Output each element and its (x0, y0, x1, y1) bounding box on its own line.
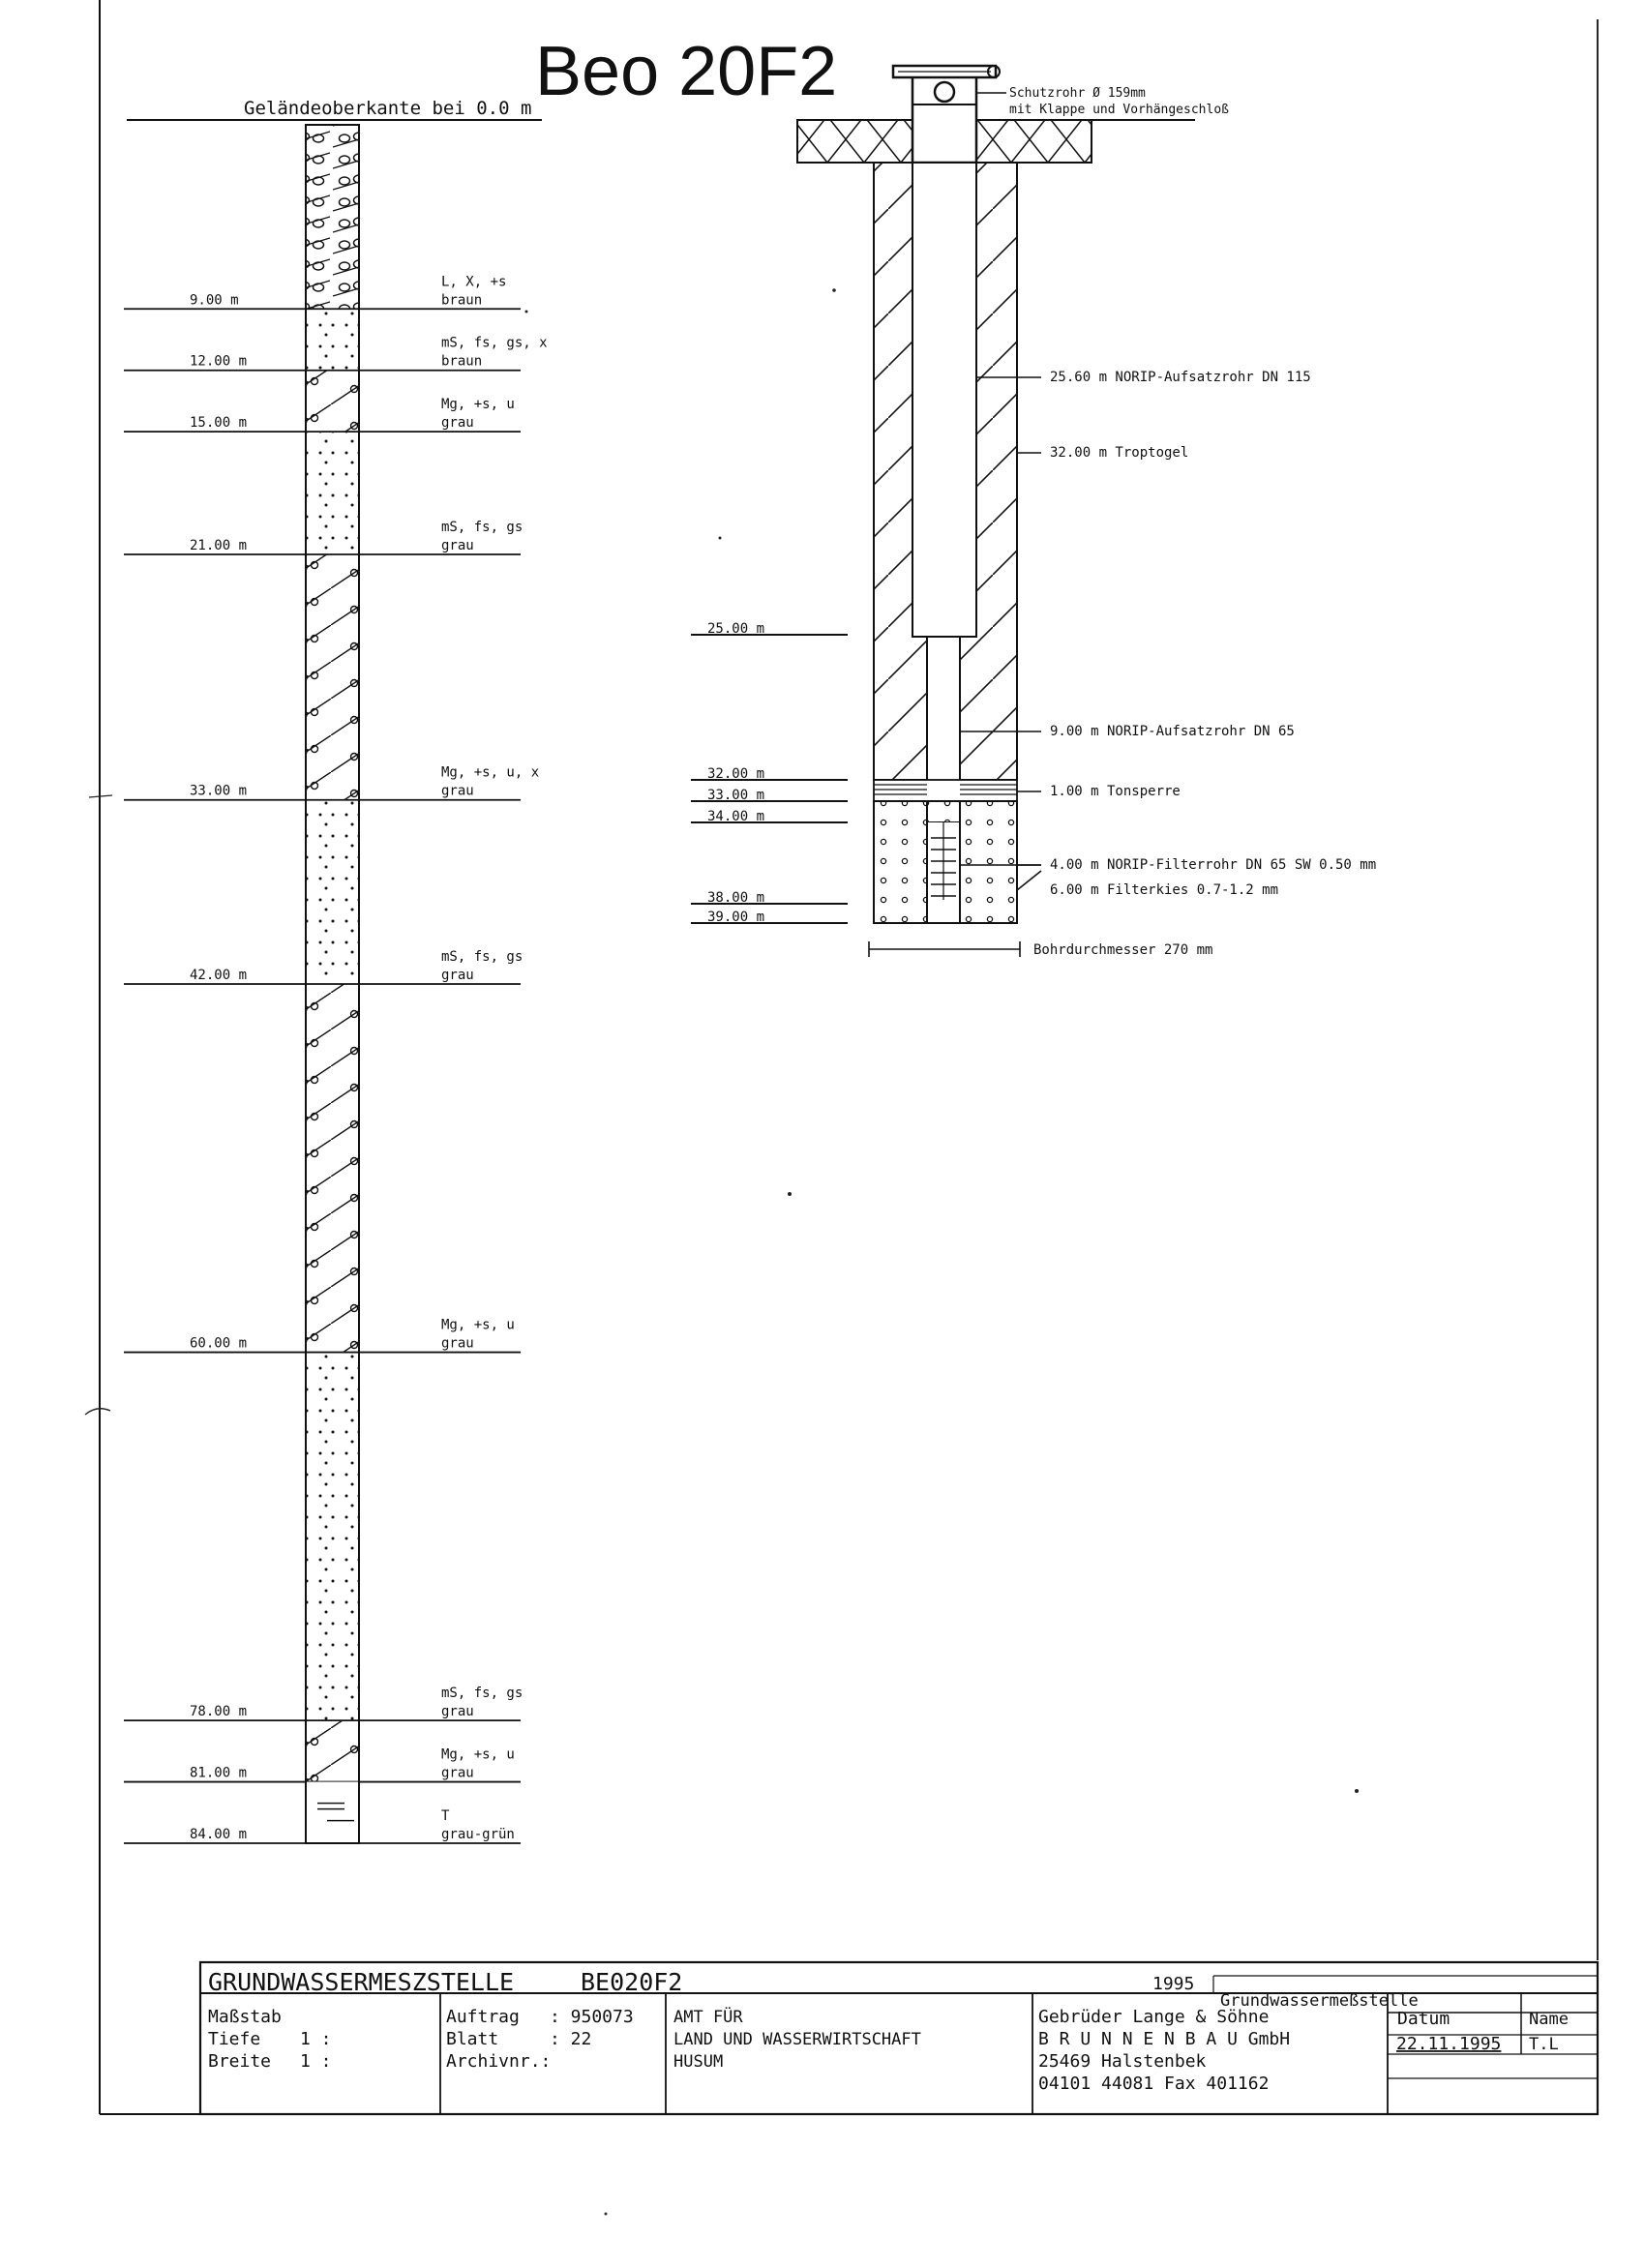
component-label: 32.00 m Troptogel (1050, 445, 1189, 461)
layer-color: braun (441, 292, 483, 309)
layer-till (306, 984, 359, 1353)
title-block-code: BE020F2 (581, 1968, 683, 1996)
layer-description: mS, fs, gs (441, 949, 523, 965)
order-label: Auftrag (446, 2007, 520, 2027)
layer-color: grau (441, 538, 474, 553)
title-block-type: Grundwassermeßstelle (1220, 1991, 1419, 2011)
layer-color: grau (441, 968, 474, 983)
layer-sand (306, 432, 359, 554)
sheet-value: : 22 (550, 2029, 592, 2049)
company-line-4: 04101 44081 Fax 401162 (1038, 2074, 1270, 2094)
well-depth-label: 39.00 m (707, 910, 765, 925)
well-depth-label: 33.00 m (707, 788, 765, 803)
layer-description: Mg, +s, u (441, 397, 515, 413)
component-label: 6.00 m Filterkies 0.7-1.2 mm (1050, 882, 1279, 898)
layer-gravel (306, 125, 359, 309)
company-line-2: B R U N N E N B A U GmbH (1038, 2029, 1291, 2049)
title-block-heading: GRUNDWASSERMESZSTELLE (208, 1968, 515, 1996)
layer-depth-label: 9.00 m (190, 292, 239, 309)
layer-description: Mg, +s, u (441, 1746, 515, 1763)
title-block-year: 1995 (1152, 1974, 1195, 1994)
layer-sand (306, 1353, 359, 1721)
ground-level-label: Geländeoberkante bei 0.0 m (244, 98, 532, 119)
title-block (200, 1962, 1598, 2114)
date-value: 22.11.1995 (1396, 2034, 1502, 2054)
layer-depth-label: 60.00 m (190, 1335, 248, 1352)
layer-color: grau-grün (441, 1827, 515, 1842)
component-label: 25.60 m NORIP-Aufsatzrohr DN 115 (1050, 370, 1311, 385)
layer-depth-label: 78.00 m (190, 1704, 248, 1720)
sheet-label: Blatt (446, 2029, 499, 2049)
depth-scale-label: Tiefe (208, 2029, 261, 2049)
order-value: : 950073 (550, 2007, 634, 2027)
depth-scale-value: 1 : (300, 2029, 332, 2049)
layer-depth-label: 81.00 m (190, 1765, 248, 1781)
layer-depth-label: 33.00 m (190, 783, 248, 799)
protective-casing-head (912, 75, 976, 163)
layer-sand (306, 309, 359, 370)
width-scale-label: Breite (208, 2051, 272, 2072)
layer-color: grau (441, 1335, 474, 1352)
layer-description: mS, fs, gs (441, 1686, 523, 1702)
clay-seal (874, 780, 1017, 801)
component-label: 9.00 m NORIP-Aufsatzrohr DN 65 (1050, 724, 1295, 739)
layer-description: mS, fs, gs (441, 520, 523, 535)
well-depth-label: 32.00 m (707, 766, 765, 782)
component-label: 1.00 m Tonsperre (1050, 784, 1181, 799)
layer-depth-label: 12.00 m (190, 353, 248, 370)
well-depth-label: 34.00 m (707, 809, 765, 824)
layer-depth-label: 15.00 m (190, 415, 248, 432)
layer-color: grau (441, 1704, 474, 1720)
cap-note-2: mit Klappe und Vorhängeschloß (1009, 103, 1229, 117)
layer-color: grau (441, 783, 474, 799)
layer-description: Mg, +s, u, x (441, 764, 540, 781)
layer-color: braun (441, 353, 483, 370)
layer-clay (306, 1782, 359, 1843)
client-line-1: AMT FÜR (673, 2008, 743, 2027)
well-construction (691, 66, 1376, 958)
client-line-3: HUSUM (673, 2052, 724, 2072)
company-line-1: Gebrüder Lange & Söhne (1038, 2007, 1270, 2027)
layer-depth-label: 21.00 m (190, 538, 248, 553)
layer-color: grau (441, 415, 474, 432)
date-label: Datum (1397, 2009, 1451, 2029)
layer-description: Mg, +s, u (441, 1317, 515, 1333)
cap-note-1: Schutzrohr Ø 159mm (1009, 86, 1146, 101)
bore-diameter-label: Bohrdurchmesser 270 mm (1033, 942, 1213, 958)
width-scale-value: 1 : (300, 2051, 332, 2072)
layer-color: grau (441, 1765, 474, 1781)
riser-pipe-dn115 (912, 163, 976, 637)
name-value: T.L (1529, 2035, 1559, 2054)
layer-till (306, 554, 359, 800)
layer-till (306, 371, 359, 432)
layer-description: mS, fs, gs, x (441, 335, 548, 351)
layer-till (306, 1720, 359, 1781)
name-label: Name (1529, 2010, 1569, 2029)
well-depth-label: 38.00 m (707, 890, 765, 906)
layer-description: T (441, 1808, 450, 1824)
layer-depth-label: 84.00 m (190, 1827, 248, 1842)
layer-description: L, X, +s (441, 274, 507, 290)
company-line-3: 25469 Halstenbek (1038, 2051, 1207, 2072)
client-line-2: LAND UND WASSERWIRTSCHAFT (673, 2030, 921, 2049)
layer-sand (306, 800, 359, 984)
well-depth-label: 25.00 m (707, 621, 765, 637)
component-label: 4.00 m NORIP-Filterrohr DN 65 SW 0.50 mm (1050, 857, 1377, 873)
drawing-title: Beo 20F2 (535, 33, 838, 110)
scale-label: Maßstab (208, 2007, 282, 2027)
archive-label: Archivnr.: (446, 2051, 552, 2072)
soil-profile-column (124, 125, 548, 1843)
layer-depth-label: 42.00 m (190, 968, 248, 983)
